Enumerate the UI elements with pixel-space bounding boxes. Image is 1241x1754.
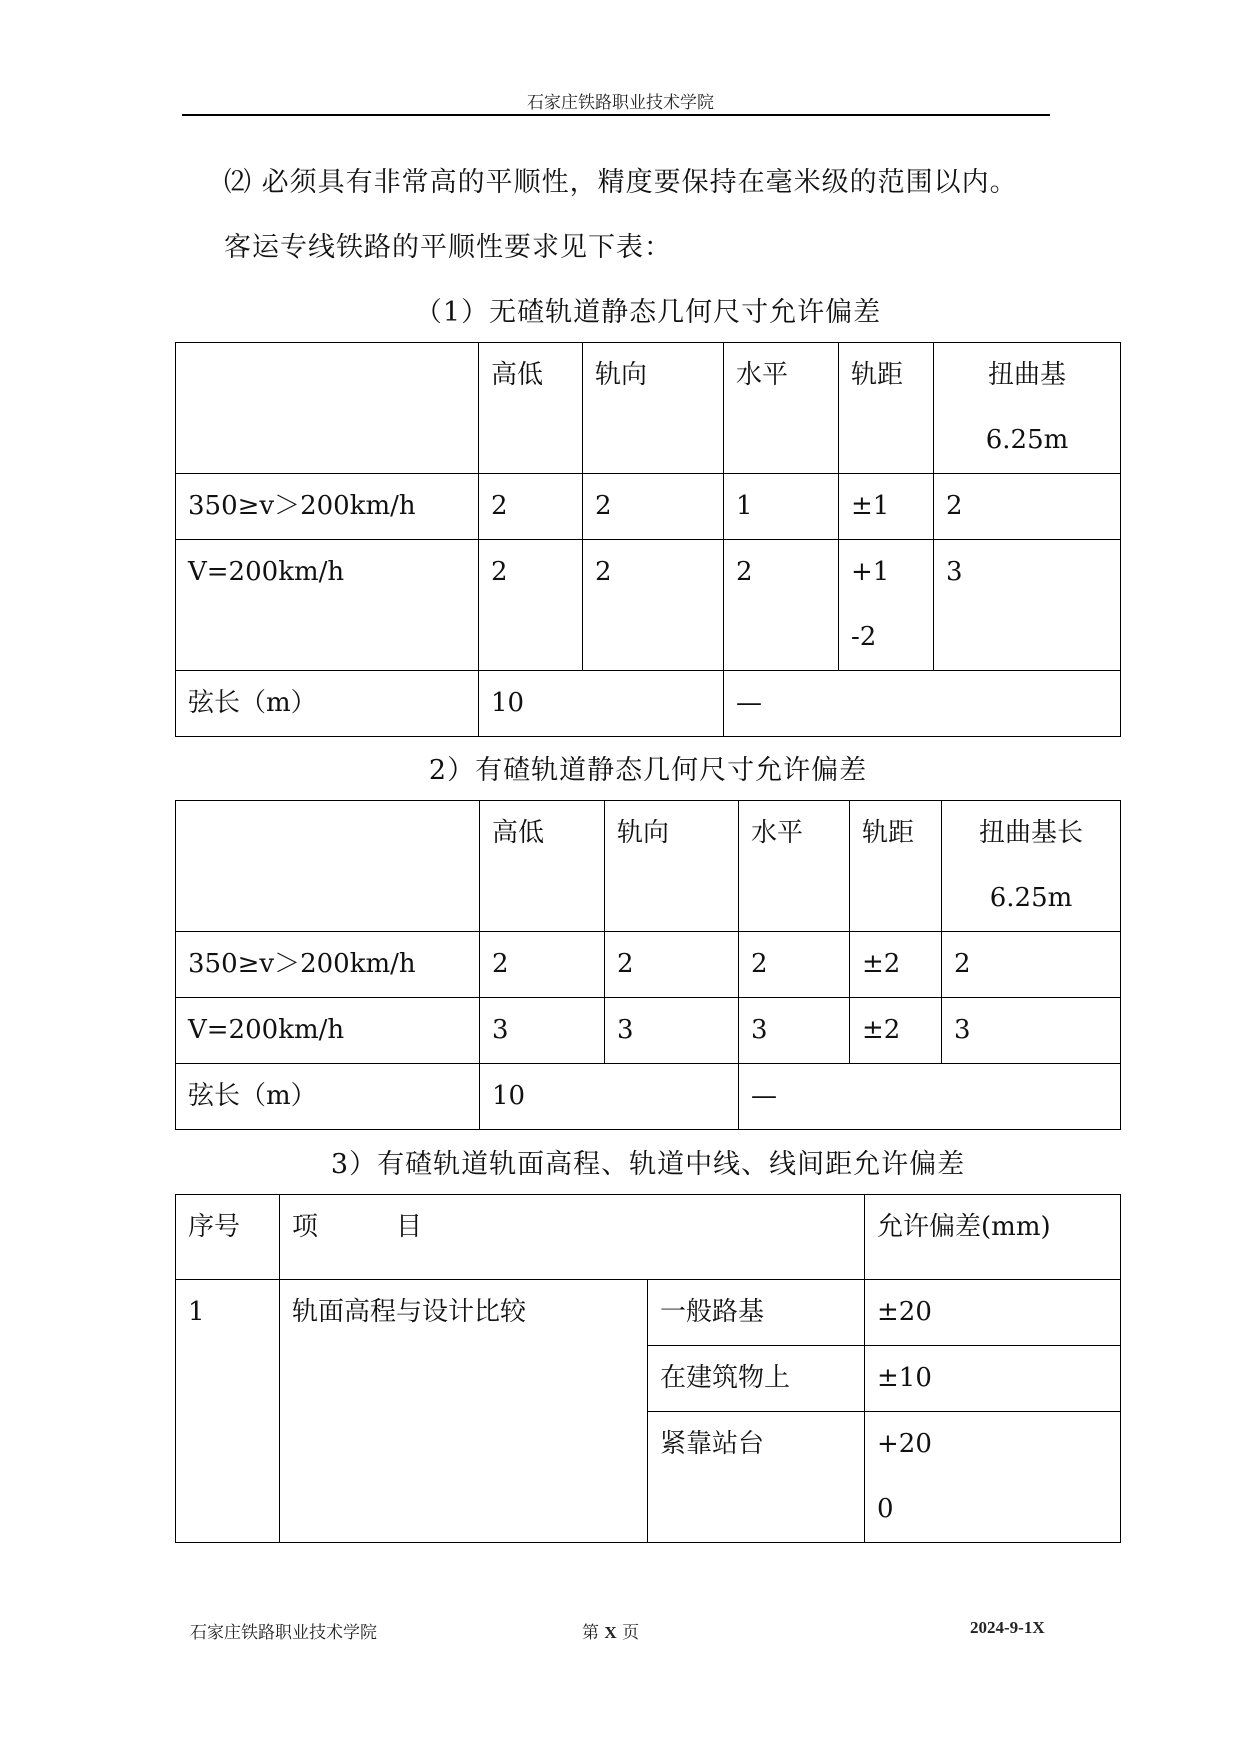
table-row — [176, 1195, 1121, 1280]
table-cell: — — [739, 1064, 1121, 1130]
table-header-cell — [942, 801, 1121, 932]
table-cell: 2 — [605, 932, 739, 998]
table-cell: 在建筑物上 — [648, 1346, 865, 1412]
table-cell: 350≥v＞200km/h — [176, 932, 480, 998]
footer-date: 2024-9-1X — [970, 1618, 1045, 1637]
table-header-cell — [176, 801, 480, 932]
table-header-cell — [934, 343, 1121, 474]
cell-line: -2 — [851, 622, 877, 652]
table-header-cell — [176, 343, 479, 474]
table-header-cell: 水平 — [739, 801, 850, 932]
table-row — [176, 1280, 1121, 1346]
table-header-cell: 高低 — [480, 801, 605, 932]
table-cell — [865, 1412, 1121, 1543]
table1-ballastless-tolerance — [175, 342, 1121, 737]
header-line: 扭曲基长 — [978, 818, 1083, 848]
table-cell: 3 — [739, 998, 850, 1064]
table-header-cell: 水平 — [724, 343, 839, 474]
table-cell: 3 — [934, 540, 1121, 671]
table2-caption: 2）有碴轨道静态几何尺寸允许偏差 — [428, 755, 868, 786]
header-line: 扭曲基 — [987, 360, 1066, 390]
table-header-cell: 轨距 — [850, 801, 942, 932]
cell-line: +1 — [851, 557, 890, 587]
table3-elevation-tolerance — [175, 1194, 1121, 1543]
table1-caption: （1）无碴轨道静态几何尺寸允许偏差 — [414, 297, 882, 328]
table-cell: ±2 — [850, 998, 942, 1064]
footer-school-name: 石家庄铁路职业技术学院 — [190, 1623, 377, 1643]
table2-ballasted-tolerance — [175, 800, 1121, 1130]
table-cell: 3 — [605, 998, 739, 1064]
table-header-cell: 允许偏差(mm) — [865, 1195, 1121, 1280]
table-cell: ±20 — [865, 1280, 1121, 1346]
header-line: 6.25m — [989, 883, 1073, 913]
table-cell: 1 — [724, 474, 839, 540]
table-cell: 2 — [942, 932, 1121, 998]
table-row — [176, 540, 1121, 671]
table-cell: V=200km/h — [176, 998, 480, 1064]
table-row — [176, 474, 1121, 540]
table-row — [176, 801, 1121, 932]
table-row — [176, 343, 1121, 474]
footer-page-prefix: 第 — [582, 1623, 599, 1643]
page-header-title: 石家庄铁路职业技术学院 — [527, 93, 714, 113]
table-cell: 2 — [479, 540, 583, 671]
table-cell: 10 — [479, 671, 724, 737]
table-cell: 350≥v＞200km/h — [176, 474, 479, 540]
table-cell: 1 — [176, 1280, 280, 1543]
table-cell: 弦长（m） — [176, 671, 479, 737]
table-cell: 弦长（m） — [176, 1064, 480, 1130]
table-header-cell: 项 目 — [280, 1195, 865, 1280]
table-cell: 2 — [480, 932, 605, 998]
table-cell: 2 — [583, 540, 724, 671]
table-cell: — — [724, 671, 1121, 737]
table-cell: 2 — [934, 474, 1121, 540]
footer-page-num: X — [604, 1623, 617, 1642]
table-header-cell: 轨向 — [583, 343, 724, 474]
table-cell: 轨面高程与设计比较 — [280, 1280, 648, 1543]
table-row — [176, 998, 1121, 1064]
table-cell: V=200km/h — [176, 540, 479, 671]
table-cell: ±10 — [865, 1346, 1121, 1412]
table-cell — [839, 540, 934, 671]
table-cell: 10 — [480, 1064, 739, 1130]
table-cell: 2 — [724, 540, 839, 671]
table3-caption: 3）有碴轨道轨面高程、轨道中线、线间距允许偏差 — [330, 1149, 966, 1180]
table-header-cell: 高低 — [479, 343, 583, 474]
table-row — [176, 671, 1121, 737]
cell-line: +20 — [877, 1429, 932, 1459]
header-line: 6.25m — [985, 425, 1069, 455]
table-row — [176, 1064, 1121, 1130]
table-cell: 3 — [480, 998, 605, 1064]
paragraph-table-intro: 客运专线铁路的平顺性要求见下表： — [224, 232, 672, 263]
header-rule — [182, 114, 1050, 116]
table-cell: 2 — [479, 474, 583, 540]
footer-page-suffix: 页 — [622, 1623, 640, 1643]
table-cell: 2 — [739, 932, 850, 998]
table-row — [176, 932, 1121, 998]
table-cell: ±1 — [839, 474, 934, 540]
table-cell: 紧靠站台 — [648, 1412, 865, 1543]
table-header-cell: 轨向 — [605, 801, 739, 932]
table-cell: 3 — [942, 998, 1121, 1064]
paragraph-smoothness: ⑵ 必须具有非常高的平顺性，精度要保持在毫米级的范围以内。 — [224, 167, 1018, 198]
table-cell: ±2 — [850, 932, 942, 998]
footer-page-number — [582, 1618, 639, 1643]
table-header-cell: 序号 — [176, 1195, 280, 1280]
table-cell: 2 — [583, 474, 724, 540]
table-header-cell: 轨距 — [839, 343, 934, 474]
table-cell: 一般路基 — [648, 1280, 865, 1346]
cell-line: 0 — [877, 1494, 894, 1524]
